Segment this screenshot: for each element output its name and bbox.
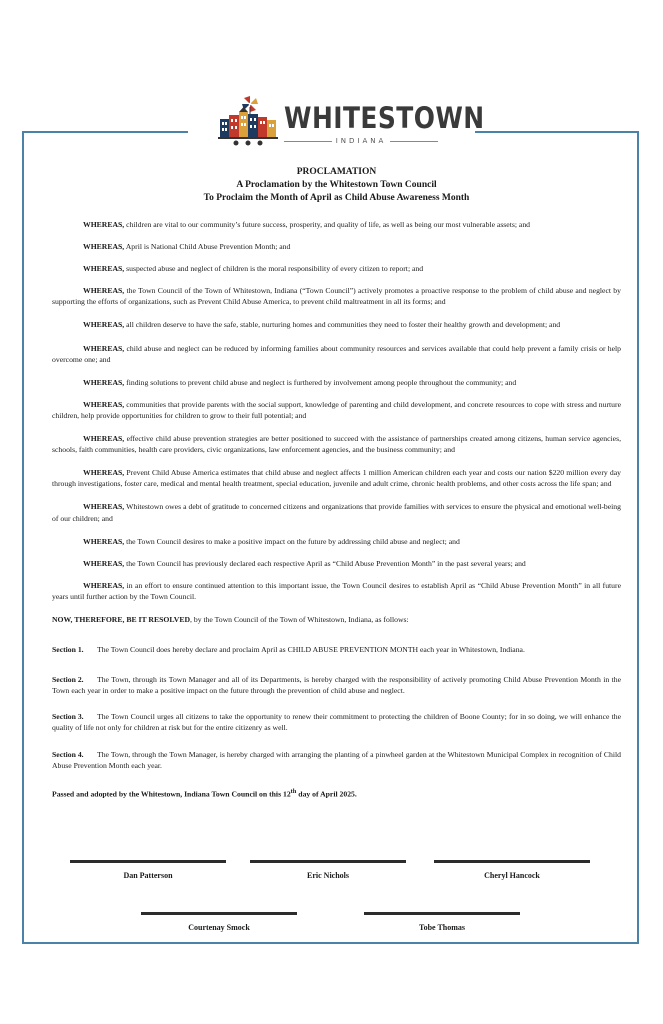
- signatory-name: Courtenay Smock: [188, 923, 250, 932]
- proclamation-header: [52, 166, 621, 205]
- whereas-clause: WHEREAS, all children deserve to have the safe, stable, nurturing homes and communities they need to foster their healthy growth and development; and: [83, 320, 561, 330]
- signature-line: [364, 912, 520, 915]
- logo-state-text: INDIANA: [335, 137, 387, 145]
- section-2: Section 2. The Town, through its Town Manager and all of its Departments, is hereby charged with the responsibility of actively promoting Child Abuse Prevention Month in the Town each year in order to make a positive impact on the future through the prevention of child abuse and neglect.: [52, 675, 621, 696]
- whereas-clause: WHEREAS, Prevent Child Abuse America estimates that child abuse and neglect affects 1 million American children each year and costs our nation $220 million every day through investigations, foster care, medical and mental health treatment, special education, juvenile and adult crime, chronic health problems, and other costs across the life span; and: [52, 468, 621, 489]
- signatory-name: Cheryl Hancock: [484, 871, 540, 880]
- logo-wordmark: WHITESTOWN: [284, 101, 485, 135]
- resolved-clause: NOW, THEREFORE, BE IT RESOLVED, by the Town Council of the Town of Whitestown, Indiana, as follows:: [52, 614, 409, 624]
- signature-block: [434, 860, 590, 880]
- proclamation-body: [52, 219, 621, 799]
- whereas-clause: WHEREAS, the Town Council has previously declared each respective April as “Child Abuse Prevention Month” in the past several years; and: [83, 558, 526, 568]
- whereas-clause: WHEREAS, suspected abuse and neglect of children is the moral responsibility of every citizen to report; and: [83, 264, 424, 274]
- whereas-clause: WHEREAS, child abuse and neglect can be reduced by informing families about community resources and services available that could help prevent a family crisis or help overcome one; and: [52, 343, 621, 364]
- signature-block: [70, 860, 226, 880]
- proclamation-title: PROCLAMATION: [296, 167, 377, 177]
- logo-rule-right: [390, 141, 438, 142]
- whereas-clause: WHEREAS, children are vital to our community’s future success, prosperity, and quality of life, as well as being our most vulnerable assets; and: [83, 220, 530, 229]
- signature-line: [141, 912, 297, 915]
- signature-line: [434, 860, 590, 863]
- proclamation-subtitle-2: To Proclaim the Month of April as Child Abuse Awareness Month: [203, 193, 470, 203]
- whitestown-logo: [216, 95, 485, 151]
- section-4: Section 4. The Town, through the Town Manager, is hereby charged with arranging the planting of a pinwheel garden at the Whitestown Municipal Complex in recognition of Child Abuse Prevention Month each year.: [52, 749, 621, 770]
- whereas-clause: WHEREAS, in an effort to ensure continued attention to this important issue, the Town Council desires to establish April as “Child Abuse Prevention Month” in all future years until further action by the Town Council.: [52, 580, 621, 601]
- whereas-clause: WHEREAS, finding solutions to prevent child abuse and neglect is furthered by involvement among people throughout the community; and: [83, 377, 517, 387]
- whereas-clause: WHEREAS, effective child abuse prevention strategies are better positioned to succeed with the assistance of partnerships created among citizens, human service agencies, schools, faith communities, health care providers, civic organizations, law enforcement agencies, and the business community; and: [52, 434, 622, 455]
- whereas-clause: WHEREAS, the Town Council desires to make a positive impact on the future by addressing child abuse and neglect; and: [83, 536, 460, 546]
- signature-block: [141, 912, 297, 932]
- passed-adopted: Passed and adopted by the Whitestown, Indiana Town Council on this 12th day of April 2025.: [52, 787, 357, 799]
- signature-line: [70, 860, 226, 863]
- signature-line: [250, 860, 406, 863]
- whereas-clause: WHEREAS, communities that provide parents with the social support, knowledge of parenting and child development, and concrete resources to cope with stress and nurture children, help provide opportunities for children to grow to their full potential; and: [52, 399, 621, 420]
- signatory-name: Dan Patterson: [123, 871, 173, 880]
- logo-state: [284, 137, 438, 145]
- logo-rule-left: [284, 141, 332, 142]
- whereas-clause: WHEREAS, April is National Child Abuse Prevention Month; and: [83, 242, 291, 252]
- section-3: Section 3. The Town Council urges all citizens to take the opportunity to renew their commitment to protecting the children of Boone County; for in so doing, we will enhance the quality of life not only for children at risk but for the entire citizenry as well.: [52, 712, 621, 733]
- proclamation-subtitle: A Proclamation by the Whitestown Town Council: [236, 180, 437, 190]
- whereas-clause: WHEREAS, Whitestown owes a debt of gratitude to concerned citizens and organizations that provide families with services to ensure the physical and emotional well-being of our children; and: [52, 502, 621, 523]
- whereas-clause: WHEREAS, the Town Council of the Town of Whitestown, Indiana (“Town Council”) actively promotes a proactive response to the problem of child abuse and neglect by supporting the efforts of organizations, such as Prevent Child Abuse America, to prevent child maltreatment in all its forms; and: [52, 286, 621, 307]
- section-1: Section 1. The Town Council does hereby declare and proclaim April as CHILD ABUSE PREVENTION MONTH each year in Whitestown, Indiana.: [52, 645, 525, 655]
- signature-block: [250, 860, 406, 880]
- signatory-name: Eric Nichols: [307, 871, 349, 880]
- signature-block: [364, 912, 520, 932]
- signatory-name: Tobe Thomas: [418, 923, 466, 932]
- town-buildings-icon: [216, 95, 282, 151]
